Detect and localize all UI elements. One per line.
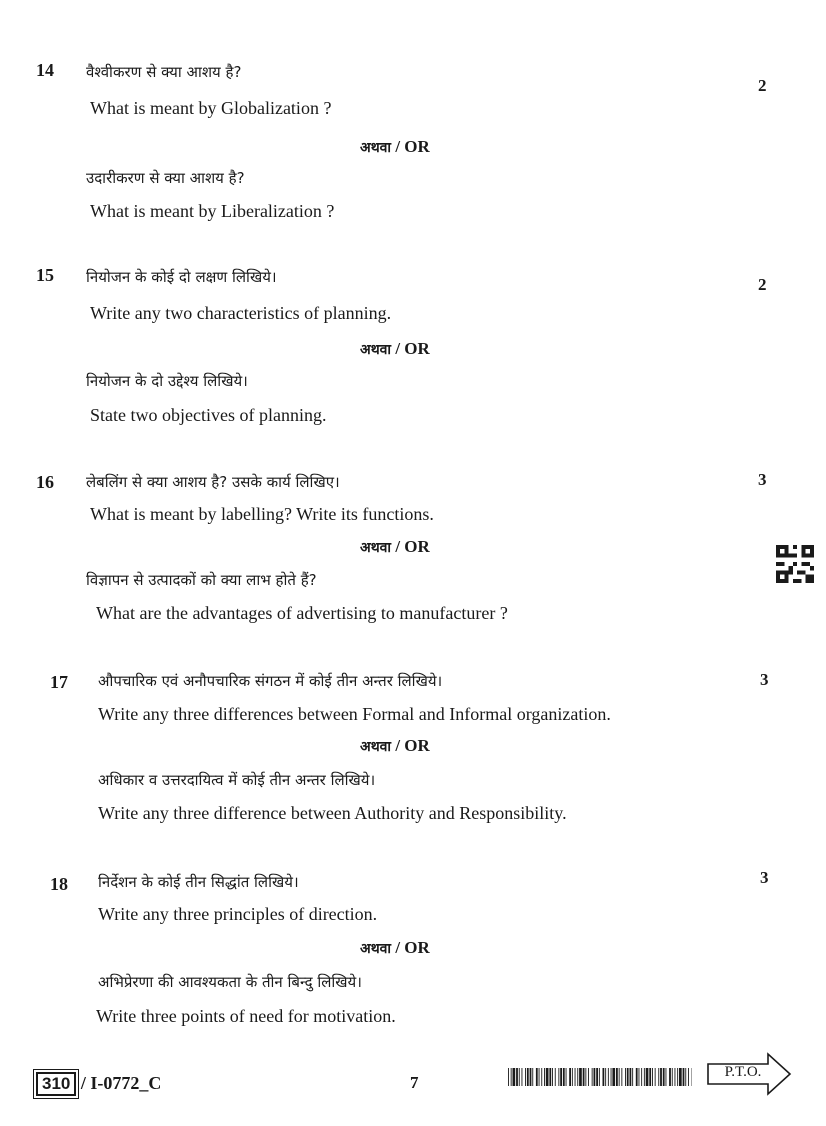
or-hindi-label: अथवा xyxy=(360,739,392,755)
barcode-stripe xyxy=(683,1068,685,1086)
barcode-stripe xyxy=(546,1068,549,1086)
barcode-stripe xyxy=(669,1068,671,1086)
question-english-text: Write any two characteristics of planning. xyxy=(90,303,392,323)
or-hindi-label: अथवा xyxy=(360,342,392,358)
barcode-stripe xyxy=(577,1068,578,1086)
question-english-text: Write any three principles of direction. xyxy=(98,904,378,924)
or-separator: / xyxy=(395,339,401,358)
barcode-stripe xyxy=(655,1068,656,1086)
barcode-stripe xyxy=(685,1068,686,1086)
barcode-stripe xyxy=(585,1068,586,1086)
or-divider xyxy=(360,736,430,756)
barcode-stripe xyxy=(663,1068,665,1086)
paper-code xyxy=(36,1072,161,1096)
barcode-stripe xyxy=(612,1068,615,1086)
or-separator: / xyxy=(395,537,401,556)
barcode-stripe xyxy=(569,1068,571,1086)
or-hindi-label: अथवा xyxy=(360,941,392,957)
barcode-stripe xyxy=(544,1068,545,1086)
barcode-stripe xyxy=(616,1068,618,1086)
barcode-stripe xyxy=(603,1068,605,1086)
barcode-stripe xyxy=(619,1068,620,1086)
barcode-stripe xyxy=(527,1068,529,1086)
barcode-stripe xyxy=(672,1068,673,1086)
barcode-stripe xyxy=(677,1068,678,1086)
barcode-stripe xyxy=(605,1068,606,1086)
barcode-stripe xyxy=(621,1068,622,1086)
or-separator: / xyxy=(395,137,401,156)
barcode-stripe xyxy=(511,1068,512,1086)
question-marks: 2 xyxy=(758,275,767,294)
question-english-text: Write any three differences between Formal and Informal organization. xyxy=(98,704,611,724)
barcode-stripe xyxy=(625,1068,626,1086)
barcode-stripe xyxy=(541,1068,542,1086)
barcode-stripe xyxy=(646,1068,649,1086)
barcode-stripe xyxy=(530,1068,532,1086)
barcode-stripe xyxy=(639,1068,640,1086)
barcode-stripe xyxy=(532,1068,533,1086)
barcode-stripe xyxy=(596,1068,598,1086)
or-separator: / xyxy=(395,938,401,957)
barcode-stripe xyxy=(679,1068,682,1086)
qr-code-icon xyxy=(776,545,814,583)
question-number: 15 xyxy=(36,265,54,285)
barcode-stripe xyxy=(575,1068,576,1086)
alternative-hindi-text: अधिकार व उत्तरदायित्व में कोई तीन अन्तर लिखिये। xyxy=(98,771,376,789)
barcode-stripe xyxy=(522,1068,523,1086)
or-separator: / xyxy=(395,736,401,755)
or-divider xyxy=(360,137,430,157)
barcode-stripe xyxy=(688,1068,689,1086)
or-divider xyxy=(360,339,430,359)
question-hindi-text: वैश्वीकरण से क्या आशय है? xyxy=(86,63,242,81)
barcode-stripe xyxy=(658,1068,659,1086)
question-number: 17 xyxy=(50,672,68,692)
barcode-stripe xyxy=(611,1068,612,1086)
alternative-hindi-text: उदारीकरण से क्या आशय है? xyxy=(86,169,245,187)
barcode-stripe xyxy=(588,1068,589,1086)
alternative-english-text: What is meant by Liberalization ? xyxy=(90,201,335,221)
question-english-text: What is meant by Globalization ? xyxy=(90,98,332,118)
barcode-stripe xyxy=(652,1068,653,1086)
question-number: 18 xyxy=(50,874,68,894)
barcode-stripe xyxy=(558,1068,559,1086)
barcode-stripe xyxy=(563,1068,565,1086)
barcode-stripe xyxy=(549,1068,551,1086)
alternative-hindi-text: अभिप्रेरणा की आवश्यकता के तीन बिन्दु लिखिये। xyxy=(98,973,362,991)
barcode-stripe xyxy=(508,1068,509,1086)
question-hindi-text: नियोजन के कोई दो लक्षण लिखिये। xyxy=(86,268,277,286)
barcode-stripe xyxy=(583,1068,585,1086)
page-number: 7 xyxy=(410,1073,419,1092)
alternative-english-text: What are the advantages of advertising to manufacturer ? xyxy=(96,603,508,623)
barcode-stripe xyxy=(536,1068,538,1086)
barcode-stripe xyxy=(516,1068,518,1086)
barcode-icon xyxy=(508,1068,692,1086)
alternative-hindi-text: विज्ञापन से उत्पादकों को क्या लाभ होते हैं? xyxy=(86,571,317,589)
question-marks: 3 xyxy=(758,470,767,489)
or-hindi-label: अथवा xyxy=(360,140,392,156)
question-english-text: What is meant by labelling? Write its functions. xyxy=(90,504,434,524)
barcode-stripe xyxy=(513,1068,516,1086)
question-marks: 3 xyxy=(760,670,769,689)
barcode-stripe xyxy=(594,1068,596,1086)
question-marks: 3 xyxy=(760,868,769,887)
alternative-english-text: Write any three difference between Authority and Responsibility. xyxy=(98,803,567,823)
question-number: 16 xyxy=(36,472,54,492)
paper-code-box: 310 xyxy=(36,1072,76,1096)
barcode-stripe xyxy=(560,1068,562,1086)
barcode-stripe xyxy=(675,1068,676,1086)
barcode-stripe xyxy=(649,1068,651,1086)
or-english-label: OR xyxy=(404,537,430,556)
question-marks: 2 xyxy=(758,76,767,95)
barcode-stripe xyxy=(644,1068,645,1086)
or-hindi-label: अथवा xyxy=(360,540,392,556)
question-hindi-text: औपचारिक एवं अनौपचारिक संगठन में कोई तीन अन्तर लिखिये। xyxy=(98,672,443,690)
or-divider xyxy=(360,537,430,557)
or-english-label: OR xyxy=(404,339,430,358)
question-hindi-text: निर्देशन के कोई तीन सिद्धांत लिखिये। xyxy=(98,873,299,891)
barcode-stripe xyxy=(627,1068,629,1086)
barcode-stripe xyxy=(539,1068,540,1086)
barcode-stripe xyxy=(592,1068,593,1086)
barcode-stripe xyxy=(632,1068,633,1086)
paper-code-suffix: / I-0772_C xyxy=(80,1073,162,1093)
barcode-stripe xyxy=(599,1068,600,1086)
barcode-stripe xyxy=(552,1068,553,1086)
barcode-stripe xyxy=(641,1068,642,1086)
barcode-stripe xyxy=(519,1068,520,1086)
barcode-stripe xyxy=(636,1068,638,1086)
barcode-stripe xyxy=(608,1068,609,1086)
barcode-stripe xyxy=(566,1068,567,1086)
alternative-english-text: State two objectives of planning. xyxy=(90,405,327,425)
alternative-english-text: Write three points of need for motivation. xyxy=(96,1006,396,1026)
or-english-label: OR xyxy=(404,736,430,755)
or-english-label: OR xyxy=(404,938,430,957)
alternative-hindi-text: नियोजन के दो उद्देश्य लिखिये। xyxy=(86,372,248,390)
or-divider xyxy=(360,938,430,958)
question-number: 14 xyxy=(36,60,54,80)
barcode-stripe xyxy=(666,1068,667,1086)
barcode-stripe xyxy=(660,1068,662,1086)
barcode-stripe xyxy=(572,1068,573,1086)
barcode-stripe xyxy=(579,1068,582,1086)
or-english-label: OR xyxy=(404,137,430,156)
barcode-stripe xyxy=(630,1068,632,1086)
question-hindi-text: लेबलिंग से क्या आशय है? उसके कार्य लिखिए। xyxy=(86,473,340,491)
barcode-stripe xyxy=(555,1068,556,1086)
pto-label: P.T.O. xyxy=(724,1064,762,1080)
barcode-stripe xyxy=(525,1068,526,1086)
